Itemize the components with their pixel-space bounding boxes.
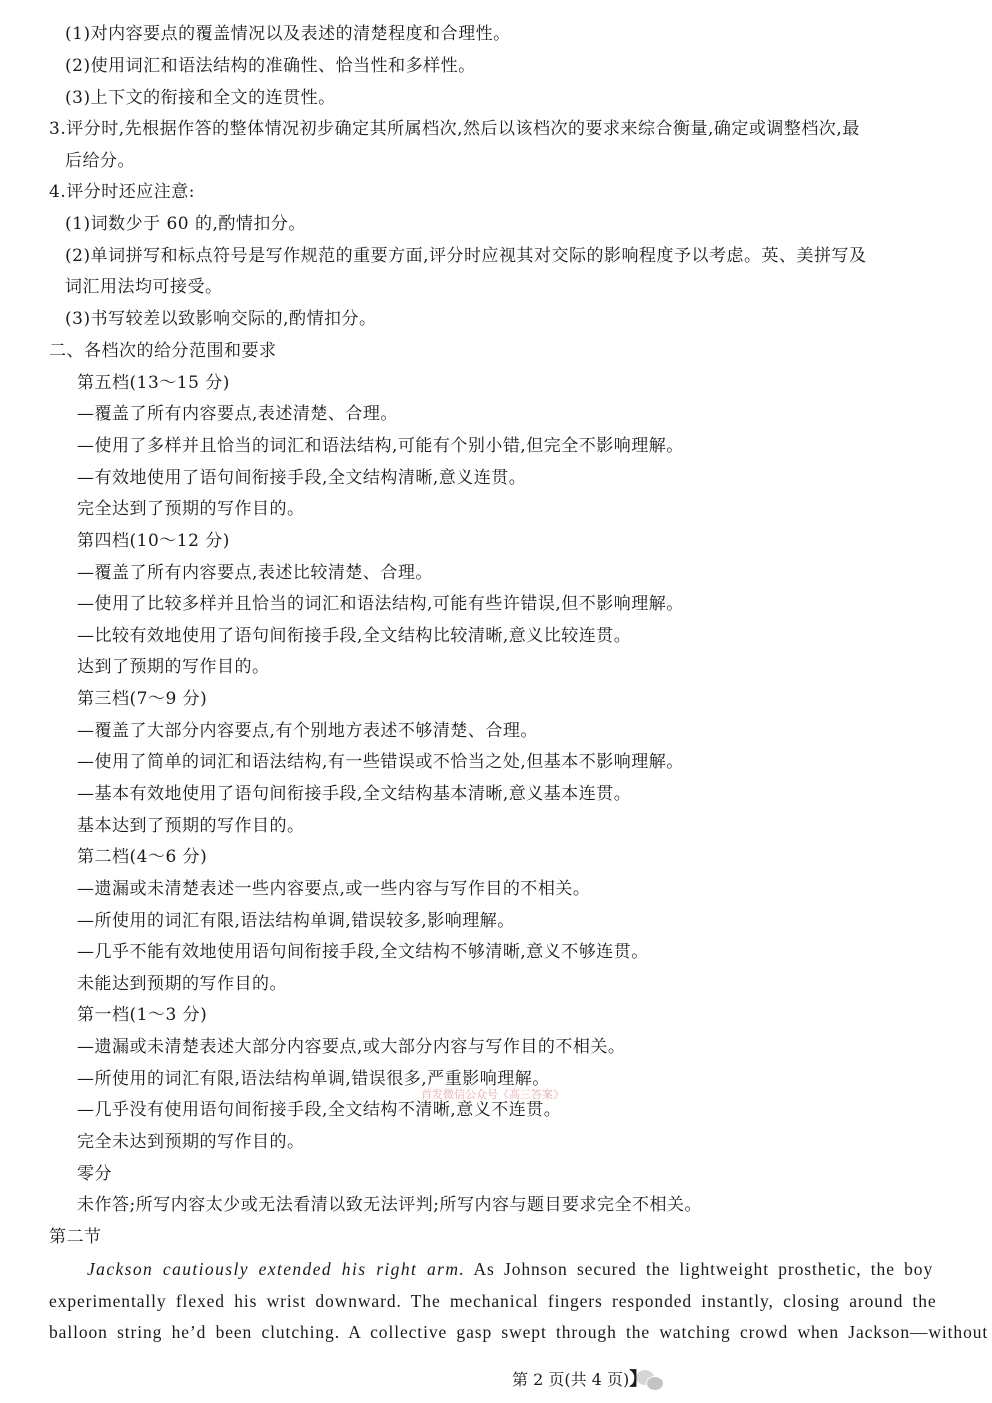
text-line: 第二节 (49, 1227, 102, 1247)
text-line: —使用了简单的词汇和语法结构,有一些错误或不恰当之处,但基本不影响理解。 (77, 752, 684, 772)
text-line: —有效地使用了语句间衔接手段,全文结构清晰,意义连贯。 (77, 468, 527, 488)
text-line: (3)上下文的衔接和全文的连贯性。 (65, 88, 336, 108)
text-line: —遗漏或未清楚表述一些内容要点,或一些内容与写作目的不相关。 (77, 879, 591, 899)
text-line: 第三档(7～9 分) (77, 689, 208, 709)
text-line: (1)对内容要点的覆盖情况以及表述的清楚程度和合理性。 (65, 24, 511, 44)
text-line: —覆盖了所有内容要点,表述清楚、合理。 (77, 404, 398, 424)
text-line: 4.评分时还应注意: (49, 182, 195, 202)
text-line: —所使用的词汇有限,语法结构单调,错误较多,影响理解。 (77, 911, 515, 931)
text-line: —基本有效地使用了语句间衔接手段,全文结构基本清晰,意义基本连贯。 (77, 784, 632, 804)
text-line: 第二档(4～6 分) (77, 847, 208, 867)
text-line: (2)使用词汇和语法结构的准确性、恰当性和多样性。 (65, 56, 476, 76)
text-line: 达到了预期的写作目的。 (77, 657, 270, 677)
text-line: —几乎没有使用语句间衔接手段,全文结构不清晰,意义不连贯。 (77, 1100, 562, 1120)
text-line: 词汇用法均可接受。 (65, 277, 223, 297)
text-line: 二、各档次的给分范围和要求 (49, 341, 277, 361)
text-line: 第一档(1～3 分) (77, 1005, 208, 1025)
text-line: 未作答;所写内容太少或无法看清以致无法评判;所写内容与题目要求完全不相关。 (77, 1195, 702, 1215)
text-line: —遗漏或未清楚表述大部分内容要点,或大部分内容与写作目的不相关。 (77, 1037, 626, 1057)
text-line: —使用了比较多样并且恰当的词汇和语法结构,可能有些许错误,但不影响理解。 (77, 594, 684, 614)
text-line: —使用了多样并且恰当的词汇和语法结构,可能有个别小错,但完全不影响理解。 (77, 436, 684, 456)
text-line: (3)书写较差以致影响交际的,酌情扣分。 (65, 309, 377, 329)
text-line: —比较有效地使用了语句间衔接手段,全文结构比较清晰,意义比较连贯。 (77, 626, 632, 646)
page-footer (512, 1369, 647, 1391)
text-line: 零分 (77, 1164, 112, 1184)
text-line: 完全达到了预期的写作目的。 (77, 499, 305, 519)
text-line: —几乎不能有效地使用语句间衔接手段,全文结构不够清晰,意义不够连贯。 (77, 942, 649, 962)
text-line: 3.评分时,先根据作答的整体情况初步确定其所属档次,然后以该档次的要求来综合衡量,确定或调整档次,最 (49, 119, 860, 139)
passage-line-1 (87, 1258, 933, 1280)
text-line: 后给分。 (65, 151, 135, 171)
passage-line-1-rest: As Johnson secured the lightweight prosthetic, the boy (465, 1259, 934, 1279)
text-line: —覆盖了所有内容要点,表述比较清楚、合理。 (77, 563, 433, 583)
text-line: 第五档(13～15 分) (77, 373, 230, 393)
watermark: 首发微信公众号《高三答案》 (421, 1088, 564, 1101)
text-line: 第四档(10～12 分) (77, 531, 230, 551)
text-line: (2)单词拼写和标点符号是写作规范的重要方面,评分时应视其对交际的影响程度予以考虑。英、美拼写及 (65, 246, 867, 266)
passage-line-3: balloon string he’d been clutching. A collective gasp swept through the watching crowd when Jackson—without (49, 1322, 989, 1342)
text-line: (1)词数少于 60 的,酌情扣分。 (65, 214, 306, 234)
footer-bracket: 】 (629, 1369, 648, 1390)
text-line: 未能达到预期的写作目的。 (77, 974, 287, 994)
page-number-label: 第 2 页(共 4 页) (512, 1370, 630, 1389)
passage-italic-opening: Jackson cautiously extended his right arm. (87, 1259, 466, 1279)
passage-line-2: experimentally flexed his wrist downward. The mechanical fingers responded instantly, closing around the (49, 1291, 937, 1311)
text-line: —覆盖了大部分内容要点,有个别地方表述不够清楚、合理。 (77, 721, 538, 741)
text-line: 基本达到了预期的写作目的。 (77, 816, 305, 836)
text-line: 完全未达到预期的写作目的。 (77, 1132, 305, 1152)
text-line: —所使用的词汇有限,语法结构单调,错误很多,严重影响理解。 (77, 1069, 550, 1089)
